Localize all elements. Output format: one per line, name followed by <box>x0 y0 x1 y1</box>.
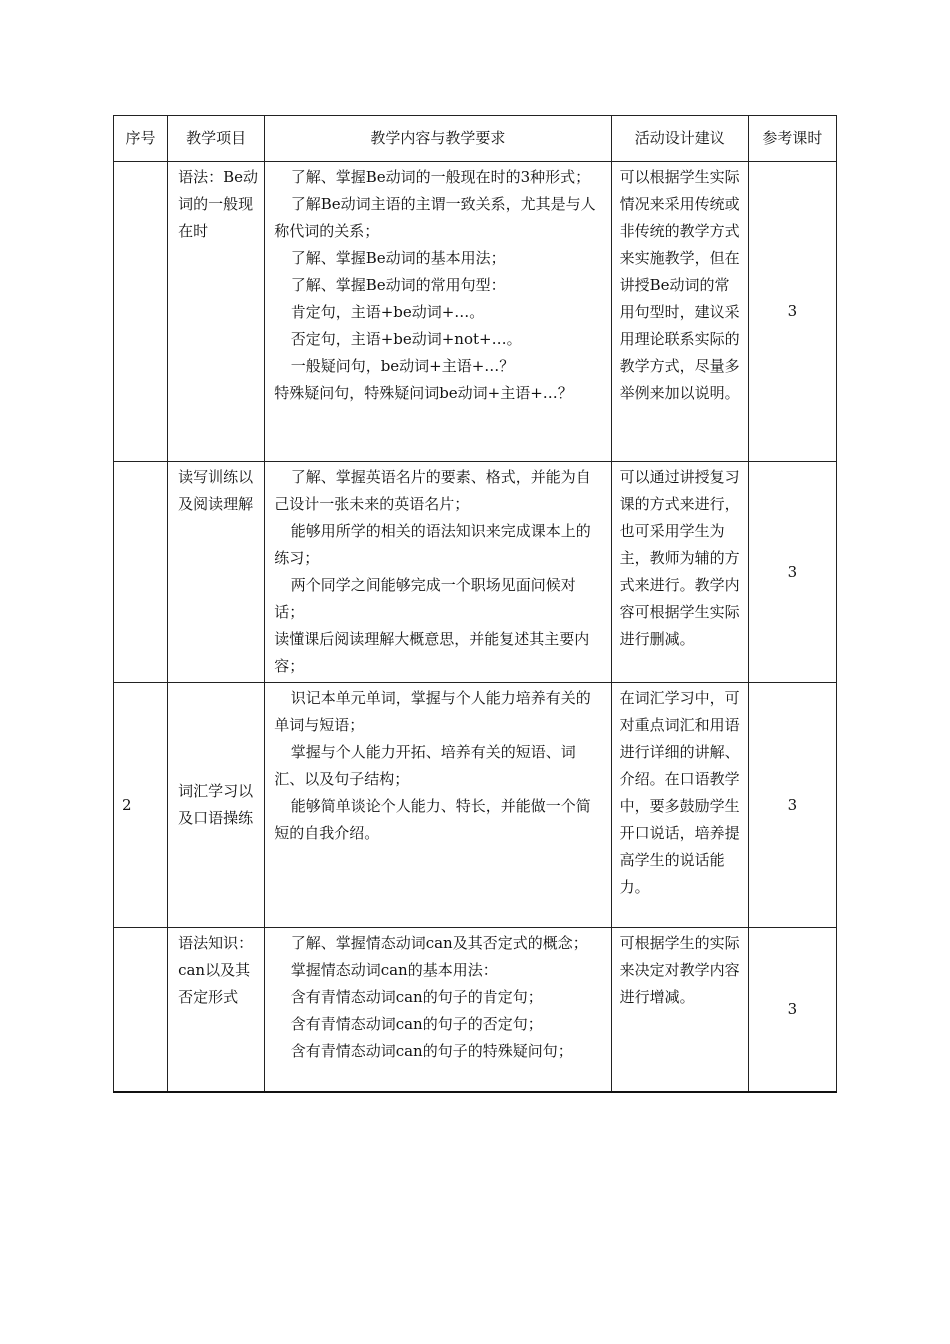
table-row <box>114 928 837 1092</box>
content-line: 了解、掌握Be动词的一般现在时的3种形式； <box>290 168 591 186</box>
content-line: 能够简单谈论个人能力、特长，并能做一个简短的自我介绍。 <box>274 797 591 842</box>
content-line: 含有青情态动词can的句子的肯定句； <box>290 988 543 1006</box>
reference-hours: 3 <box>748 683 836 928</box>
teaching-content <box>265 683 611 928</box>
teaching-content <box>265 162 611 462</box>
teaching-item: 语法：Be动词的一般现在时 <box>168 162 265 462</box>
content-line: 能够用所学的相关的语法知识来完成课本上的练习； <box>274 522 591 567</box>
header-no: 序号 <box>114 116 168 162</box>
header-hours: 参考课时 <box>748 116 836 162</box>
teaching-item: 词汇学习以及口语操练 <box>168 683 265 928</box>
activity-suggestion: 可根据学生的实际来决定对教学内容进行增减。 <box>611 928 748 1092</box>
teaching-content <box>265 928 611 1092</box>
row-number <box>114 162 168 462</box>
content-line: 了解Be动词主语的主谓一致关系，尤其是与人称代词的关系； <box>274 195 596 240</box>
content-line: 了解、掌握Be动词的常用句型： <box>290 276 506 294</box>
reference-hours: 3 <box>748 462 836 683</box>
table-row <box>114 683 837 928</box>
reference-hours: 3 <box>748 162 836 462</box>
teaching-item: 语法知识：can以及其否定形式 <box>168 928 265 1092</box>
content-line: 了解、掌握英语名片的要素、格式，并能为自己设计一张未来的英语名片； <box>274 468 591 513</box>
activity-suggestion: 在词汇学习中，可对重点词汇和用语进行详细的讲解、介绍。在口语教学中，要多鼓励学生开口说话，培养提高学生的说话能力。 <box>611 683 748 928</box>
row-number: 2 <box>114 683 168 928</box>
row-number <box>114 928 168 1092</box>
content-line: 了解、掌握Be动词的基本用法； <box>290 249 506 267</box>
activity-suggestion: 可以通过讲授复习课的方式来进行，也可采用学生为主，教师为辅的方式来进行。教学内容可根据学生实际进行删减。 <box>611 462 748 683</box>
content-line: 特殊疑问句，特殊疑问词be动词+主语+…？ <box>274 384 573 402</box>
teaching-item: 读写训练以及阅读理解 <box>168 462 265 683</box>
header-row <box>114 116 837 162</box>
content-line: 掌握情态动词can的基本用法： <box>290 961 498 979</box>
reference-hours: 3 <box>748 928 836 1092</box>
content-line: 含有青情态动词can的句子的否定句； <box>290 1015 543 1033</box>
content-line: 读懂课后阅读理解大概意思，并能复述其主要内容； <box>274 630 590 675</box>
content-line: 了解、掌握情态动词can及其否定式的概念； <box>290 934 588 952</box>
activity-suggestion: 可以根据学生实际情况来采用传统或非传统的教学方式来实施教学，但在讲授Be动词的常用句型时，建议采用理论联系实际的教学方式，尽量多举例来加以说明。 <box>611 162 748 462</box>
table-row <box>114 462 837 683</box>
content-line: 肯定句，主语+be动词+…。 <box>290 303 485 321</box>
header-activity: 活动设计建议 <box>611 116 748 162</box>
content-line: 识记本单元单词，掌握与个人能力培养有关的单词与短语； <box>274 689 591 734</box>
table-row <box>114 162 837 462</box>
row-number <box>114 462 168 683</box>
header-item: 教学项目 <box>168 116 265 162</box>
content-line: 含有青情态动词can的句子的特殊疑问句； <box>290 1042 573 1060</box>
content-line: 否定句，主语+be动词+not+…。 <box>290 330 522 348</box>
teaching-content <box>265 462 611 683</box>
content-line: 掌握与个人能力开拓、培养有关的短语、词汇、以及句子结构； <box>274 743 576 788</box>
content-line: 两个同学之间能够完成一个职场见面问候对话； <box>274 576 576 621</box>
teaching-plan-table <box>113 115 837 1093</box>
content-line: 一般疑问句，be动词+主语+…？ <box>290 357 515 375</box>
header-content: 教学内容与教学要求 <box>265 116 611 162</box>
